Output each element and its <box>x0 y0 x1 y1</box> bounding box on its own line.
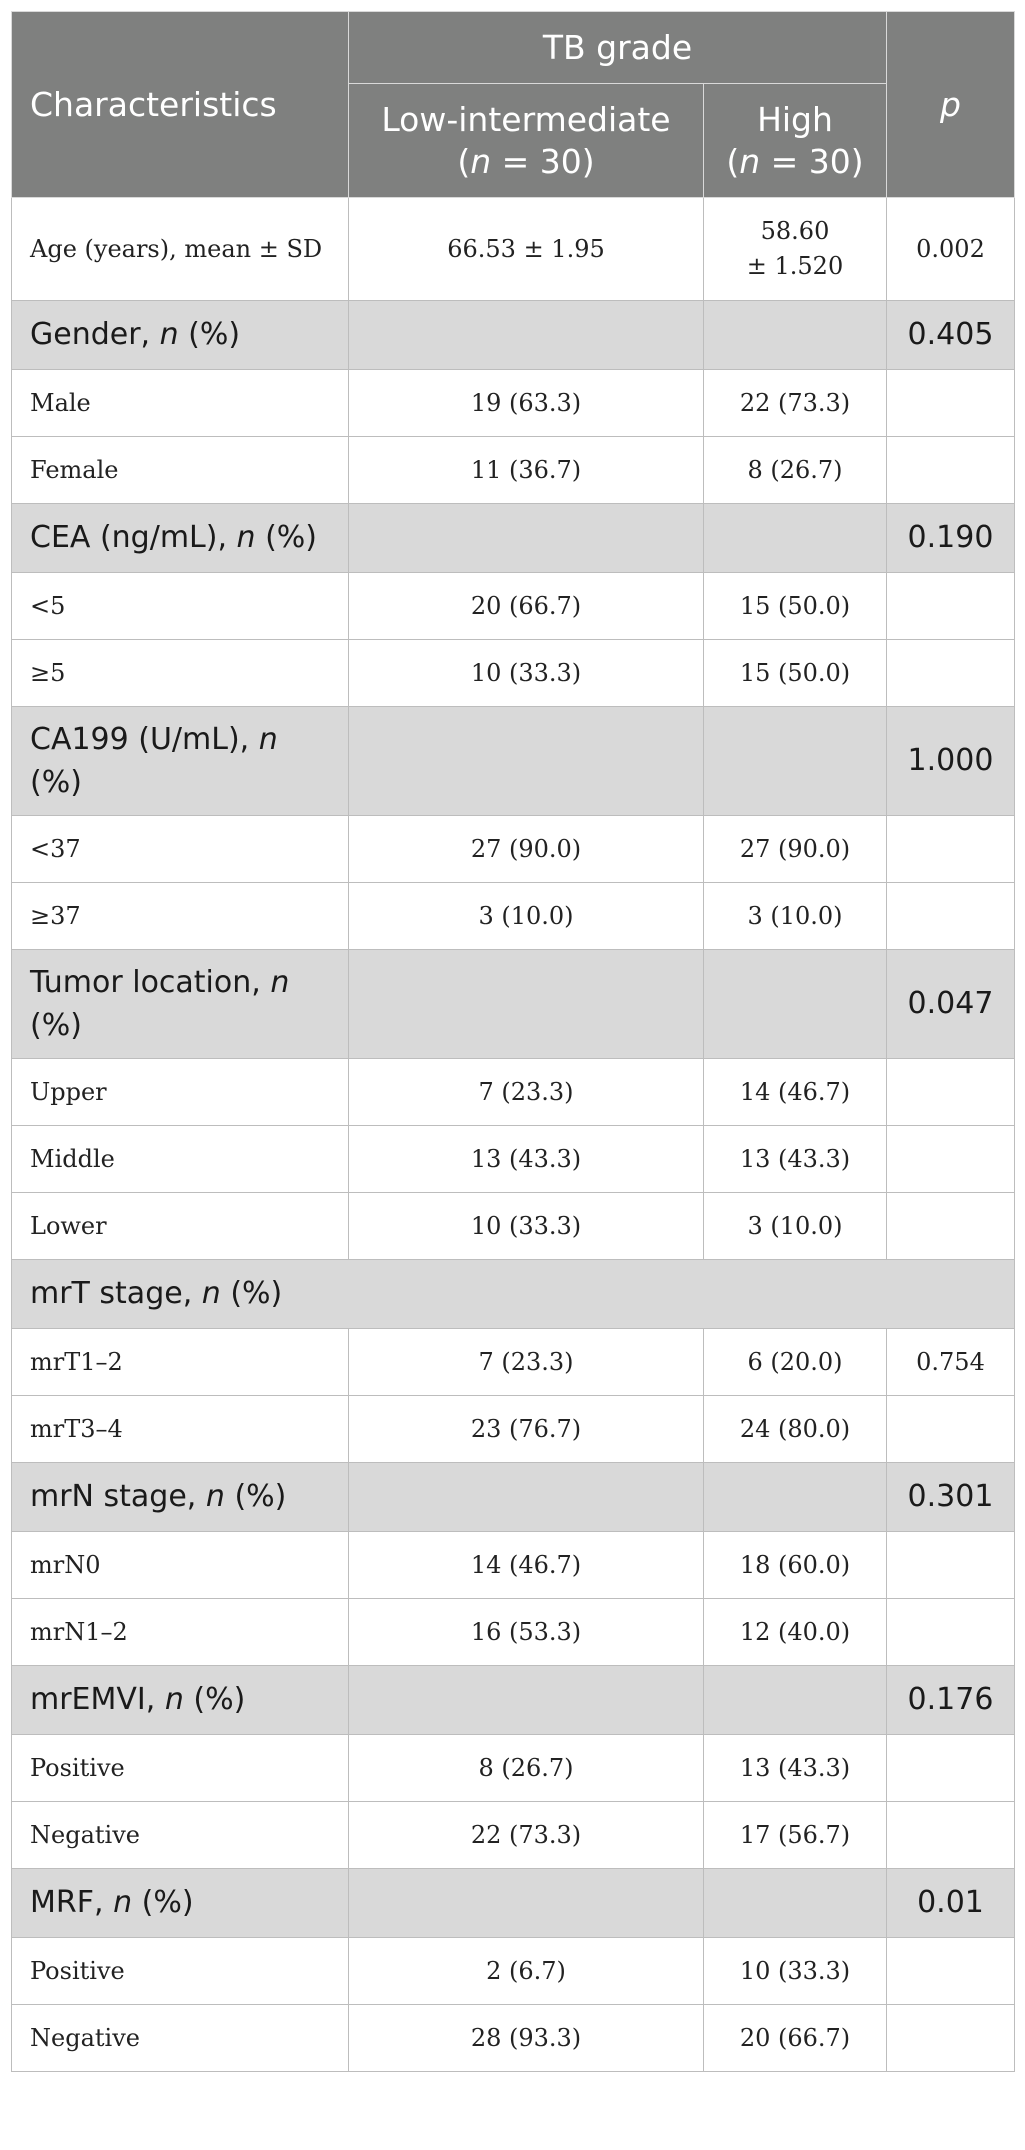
table-row <box>12 437 1015 504</box>
p-value <box>887 1532 1015 1599</box>
high-value: 13 (43.3) <box>704 1126 887 1193</box>
row-label: Upper <box>12 1059 349 1126</box>
section-empty-high <box>704 1463 887 1532</box>
p-value: 0.754 <box>887 1329 1015 1396</box>
header-high-n: (n = 30) <box>726 141 864 181</box>
high-value: 18 (60.0) <box>704 1532 887 1599</box>
high-value: 12 (40.0) <box>704 1599 887 1666</box>
low-intermediate-value: 7 (23.3) <box>349 1329 704 1396</box>
row-label: Middle <box>12 1126 349 1193</box>
section-empty-low <box>349 301 704 370</box>
row-label: ≥37 <box>12 883 349 950</box>
p-value <box>887 883 1015 950</box>
section-p-value: 0.01 <box>887 1869 1015 1938</box>
high-value: 14 (46.7) <box>704 1059 887 1126</box>
p-value <box>887 1059 1015 1126</box>
low-intermediate-value: 22 (73.3) <box>349 1802 704 1869</box>
high-value: 3 (10.0) <box>704 1193 887 1260</box>
high-value: 10 (33.3) <box>704 1938 887 2005</box>
section-label: CA199 (U/mL), n (%) <box>12 707 349 816</box>
low-intermediate-value: 23 (76.7) <box>349 1396 704 1463</box>
section-p-value: 0.301 <box>887 1463 1015 1532</box>
row-label: <5 <box>12 573 349 640</box>
row-label: <37 <box>12 816 349 883</box>
section-p-value: 0.176 <box>887 1666 1015 1735</box>
table-row <box>12 1735 1015 1802</box>
high-value: 15 (50.0) <box>704 573 887 640</box>
table-row <box>12 816 1015 883</box>
section-p-value: 0.405 <box>887 301 1015 370</box>
table-row <box>12 1532 1015 1599</box>
high-value: 3 (10.0) <box>704 883 887 950</box>
low-intermediate-value: 20 (66.7) <box>349 573 704 640</box>
high-value: 58.60 ± 1.520 <box>704 198 887 301</box>
p-value <box>887 1735 1015 1802</box>
row-label: mrN1–2 <box>12 1599 349 1666</box>
p-value: 0.002 <box>887 198 1015 301</box>
low-intermediate-value: 19 (63.3) <box>349 370 704 437</box>
p-value <box>887 573 1015 640</box>
header-high <box>704 84 887 198</box>
p-value <box>887 1126 1015 1193</box>
section-empty-low <box>349 1869 704 1938</box>
header-high-label: High <box>757 100 833 140</box>
low-intermediate-value: 2 (6.7) <box>349 1938 704 2005</box>
section-row <box>12 301 1015 370</box>
table-row <box>12 370 1015 437</box>
p-value <box>887 1938 1015 2005</box>
p-value <box>887 816 1015 883</box>
table-row <box>12 198 1015 301</box>
row-label: mrN0 <box>12 1532 349 1599</box>
section-row <box>12 950 1015 1059</box>
low-intermediate-value: 10 (33.3) <box>349 1193 704 1260</box>
table-row <box>12 1329 1015 1396</box>
low-intermediate-value: 7 (23.3) <box>349 1059 704 1126</box>
section-empty-high <box>704 1869 887 1938</box>
section-empty-high <box>704 504 887 573</box>
section-empty-low <box>349 1463 704 1532</box>
table-row <box>12 1802 1015 1869</box>
row-label: Lower <box>12 1193 349 1260</box>
section-empty-low <box>349 950 704 1059</box>
low-intermediate-value: 28 (93.3) <box>349 2005 704 2072</box>
section-empty-high <box>704 707 887 816</box>
row-label: Positive <box>12 1735 349 1802</box>
table-row <box>12 1126 1015 1193</box>
high-value: 22 (73.3) <box>704 370 887 437</box>
row-label: mrT1–2 <box>12 1329 349 1396</box>
low-intermediate-value: 3 (10.0) <box>349 883 704 950</box>
table-row <box>12 1193 1015 1260</box>
section-empty-low <box>349 1666 704 1735</box>
p-value <box>887 640 1015 707</box>
section-row <box>12 1869 1015 1938</box>
low-intermediate-value: 13 (43.3) <box>349 1126 704 1193</box>
p-value <box>887 1599 1015 1666</box>
section-row <box>12 1666 1015 1735</box>
section-empty-low <box>349 504 704 573</box>
p-value <box>887 370 1015 437</box>
section-label: mrT stage, n (%) <box>12 1260 1015 1329</box>
table-container <box>11 11 1014 2072</box>
low-intermediate-value: 10 (33.3) <box>349 640 704 707</box>
section-empty-high <box>704 950 887 1059</box>
table-row <box>12 2005 1015 2072</box>
table-row <box>12 573 1015 640</box>
header-tb-grade: TB grade <box>349 12 887 84</box>
row-label: Negative <box>12 2005 349 2072</box>
low-intermediate-value: 14 (46.7) <box>349 1532 704 1599</box>
table-body <box>12 198 1015 2072</box>
high-value: 27 (90.0) <box>704 816 887 883</box>
row-label: Age (years), mean ± SD <box>12 198 349 301</box>
header-low-intermediate <box>349 84 704 198</box>
p-value <box>887 1802 1015 1869</box>
section-label: mrEMVI, n (%) <box>12 1666 349 1735</box>
p-value <box>887 1396 1015 1463</box>
p-value <box>887 1193 1015 1260</box>
table-row <box>12 883 1015 950</box>
high-value: 20 (66.7) <box>704 2005 887 2072</box>
section-label: mrN stage, n (%) <box>12 1463 349 1532</box>
section-p-value: 1.000 <box>887 707 1015 816</box>
section-p-value: 0.047 <box>887 950 1015 1059</box>
low-intermediate-value: 27 (90.0) <box>349 816 704 883</box>
table-row <box>12 1599 1015 1666</box>
section-row <box>12 504 1015 573</box>
section-label: CEA (ng/mL), n (%) <box>12 504 349 573</box>
row-label: Positive <box>12 1938 349 2005</box>
low-intermediate-value: 11 (36.7) <box>349 437 704 504</box>
section-label: Tumor location, n (%) <box>12 950 349 1059</box>
characteristics-table <box>11 11 1015 2072</box>
section-empty-high <box>704 301 887 370</box>
high-value: 8 (26.7) <box>704 437 887 504</box>
table-row <box>12 1938 1015 2005</box>
p-value <box>887 2005 1015 2072</box>
high-value: 17 (56.7) <box>704 1802 887 1869</box>
section-row <box>12 707 1015 816</box>
row-label: Female <box>12 437 349 504</box>
high-value: 15 (50.0) <box>704 640 887 707</box>
section-row <box>12 1260 1015 1329</box>
section-label: MRF, n (%) <box>12 1869 349 1938</box>
header-p <box>887 12 1015 198</box>
header-p-label: p <box>940 84 961 124</box>
section-row <box>12 1463 1015 1532</box>
section-empty-high <box>704 1666 887 1735</box>
low-intermediate-value: 66.53 ± 1.95 <box>349 198 704 301</box>
table-row <box>12 1396 1015 1463</box>
low-intermediate-value: 8 (26.7) <box>349 1735 704 1802</box>
p-value <box>887 437 1015 504</box>
header-low-n: (n = 30) <box>457 141 595 181</box>
table-header <box>12 12 1015 198</box>
row-label: Male <box>12 370 349 437</box>
high-value: 13 (43.3) <box>704 1735 887 1802</box>
row-label: mrT3–4 <box>12 1396 349 1463</box>
section-label: Gender, n (%) <box>12 301 349 370</box>
table-row <box>12 640 1015 707</box>
row-label: Negative <box>12 1802 349 1869</box>
low-intermediate-value: 16 (53.3) <box>349 1599 704 1666</box>
header-low-label: Low-intermediate <box>381 100 671 140</box>
high-value: 24 (80.0) <box>704 1396 887 1463</box>
header-characteristics: Characteristics <box>12 12 349 198</box>
section-empty-low <box>349 707 704 816</box>
table-row <box>12 1059 1015 1126</box>
high-value: 6 (20.0) <box>704 1329 887 1396</box>
section-p-value: 0.190 <box>887 504 1015 573</box>
row-label: ≥5 <box>12 640 349 707</box>
